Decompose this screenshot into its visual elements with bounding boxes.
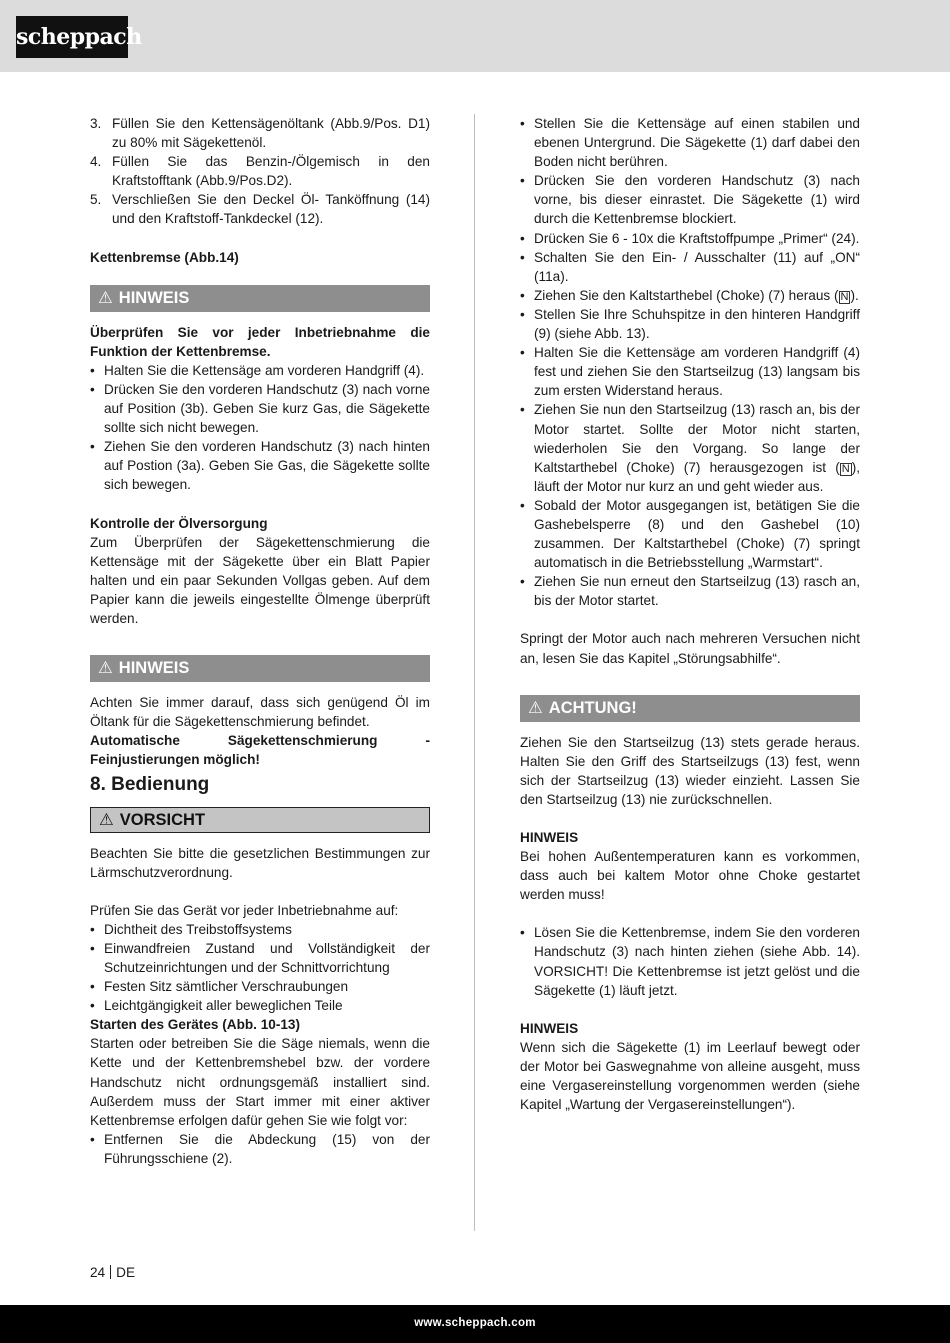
column-divider xyxy=(474,114,475,1231)
list-item: • Sobald der Motor ausgegangen ist, betätigen Sie die Gashebelsperre (8) und den Gashebel (10) zusammen. Der Kaltstarthebel (Choke) (7) springt automatisch in die Betriebsstellung „Warmstart“. xyxy=(520,497,860,571)
oel-heading: Kontrolle der Ölversorgung xyxy=(90,515,268,531)
fill-steps-list xyxy=(90,114,430,229)
right-column xyxy=(520,114,860,1114)
warning-icon: ⚠ xyxy=(98,288,113,307)
left-column xyxy=(90,114,430,1168)
list-item: • Ziehen Sie den Kaltstarthebel (Choke) (7) heraus ( N ). xyxy=(520,287,859,303)
list-item: • Einwandfreien Zustand und Vollständigkeit der Schutzeinrichtungen und der Schnittvorrichtung xyxy=(90,940,430,975)
pruefen-intro: Prüfen Sie das Gerät vor jeder Inbetriebnahme auf: xyxy=(90,902,399,918)
list-item: • Ziehen Sie den vorderen Handschutz (3) nach hinten auf Postion (3a). Geben Sie Gas, die Sägekette sollte sich bewegen. xyxy=(90,439,430,493)
footer-bar xyxy=(0,1305,950,1343)
hinweis-box: ⚠ HINWEIS xyxy=(90,655,430,682)
list-item: • Lösen Sie die Kettenbremse, indem Sie den vorderen Handschutz (3) nach hinten ziehen (siehe Abb. 14). VORSICHT! Die Kettenbremse ist jetzt gelöst und die Sägekette (1) läuft jetzt. xyxy=(520,925,860,998)
hinweis-heading: HINWEIS xyxy=(520,830,579,845)
list-item: • Leichtgängigkeit aller beweglichen Teile xyxy=(90,998,343,1014)
starten-text: Starten oder betreiben Sie die Säge niemals, wenn die Kette und der Kettenbremshebel bzw. der vordere Handschutz nicht ordnungsgemäß installiert sind. Außerdem muss der Start immer mit einer aktiver Kettenbremse erfolgen dafür gehen Sie wie folgt vor: xyxy=(90,1036,430,1128)
achtung-box: ⚠ ACHTUNG! xyxy=(520,695,860,722)
loesen-bullets xyxy=(520,923,860,999)
oel-text: Zum Überprüfen der Sägekettenschmierung die Kettensäge mit der Sägekette über ein Blatt Papier halten und ein paar Sekunden Vollgas geben. Auf dem Papier kann die jeweils eingestellte Ölmenge überprüft werden. xyxy=(90,534,430,626)
kettenbremse-bullets xyxy=(90,361,430,495)
warning-icon: ⚠ xyxy=(528,698,543,717)
list-item: • Dichtheit des Treibstoffsystems xyxy=(90,921,292,937)
list-item: 3. Füllen Sie den Kettensägenöltank (Abb.9/Pos. D1) zu 80% mit Sägekettenöl. xyxy=(90,116,430,151)
starten-bullets xyxy=(90,1130,430,1168)
achtung-text: Ziehen Sie den Startseilzug (13) stets gerade heraus. Halten Sie den Griff des Startseilzugs (13) fest, wenn sich der Startseilzug (13) wieder einzieht. Lassen Sie den Startseilzug (13) nie zurückschnellen. xyxy=(520,734,860,807)
list-item: • Festen Sitz sämtlicher Verschraubungen xyxy=(90,979,349,995)
section-title: 8. Bedienung xyxy=(90,774,210,796)
springt-text: Springt der Motor auch nach mehreren Versuchen nicht an, lesen Sie das Kapitel „Störungsabhilfe“. xyxy=(520,631,860,666)
scheppach-logo: scheppach xyxy=(16,16,128,58)
hinweis-box: ⚠ HINWEIS xyxy=(90,285,430,312)
warning-icon: ⚠ xyxy=(98,659,113,678)
starten-heading: Starten des Gerätes (Abb. 10-13) xyxy=(90,1017,301,1033)
header-bar xyxy=(0,0,950,72)
hinweis-text: Wenn sich die Sägekette (1) im Leerlauf bewegt oder der Motor bei Gaswegnahme von alleine ausgeht, muss eine Vergasereinstellung vorgenommen werden (siehe Kapitel „Wartung der Vergasereinstellungen“). xyxy=(520,1039,860,1113)
hinweis-bold-text: Überprüfen Sie vor jeder Inbetriebnahme die Funktion der Kettenbremse. xyxy=(90,324,430,359)
warning-icon: ⚠ xyxy=(99,810,114,829)
list-item: 5. Verschließen Sie den Deckel Öl- Tanköffnung (14) und den Kraftstoff-Tankdeckel (12). xyxy=(90,192,430,227)
list-item: • Drücken Sie den vorderen Handschutz (3) nach vorne, bis dieser einrastet. Die Sägekette (1) wird durch die Kettenbremse blockiert. xyxy=(520,173,860,227)
hinweis-bold-text: Automatische Sägekettenschmierung - Feinjustierungen möglich! xyxy=(90,733,430,768)
hinweis-text: Achten Sie immer darauf, dass sich genügend Öl im Öltank für die Sägekettenschmierung befindet. xyxy=(90,695,430,730)
list-item: • Drücken Sie 6 - 10x die Kraftstoffpumpe „Primer“ (24). xyxy=(520,230,860,246)
start-steps-bullets xyxy=(520,114,860,610)
list-item: • Drücken Sie den vorderen Handschutz (3) nach vorne auf Position (3b). Geben Sie kurz Gas, die Sägekette sollte sich nicht bewegen. xyxy=(90,381,430,436)
choke-icon: N xyxy=(841,462,850,475)
vorsicht-text: Beachten Sie bitte die gesetzlichen Bestimmungen zur Lärmschutzverordnung. xyxy=(90,845,430,880)
list-item: • Entfernen Sie die Abdeckung (15) von der Führungsschiene (2). xyxy=(90,1131,430,1166)
website-url: www.scheppach.com xyxy=(414,1317,536,1329)
hinweis-text: Bei hohen Außentemperaturen kann es vorkommen, dass auch bei kaltem Motor ohne Choke gestartet werden muss! xyxy=(520,849,860,903)
list-item: • Ziehen Sie nun erneut den Startseilzug (13) rasch an, bis der Motor startet. xyxy=(520,574,860,609)
hinweis-heading: HINWEIS xyxy=(520,1020,579,1036)
kettenbremse-heading: Kettenbremse (Abb.14) xyxy=(90,249,239,265)
list-item: • Stellen Sie die Kettensäge auf einen stabilen und ebenen Untergrund. Die Sägekette (1) darf dabei den Boden nicht berühren. xyxy=(520,116,860,170)
list-item: • Halten Sie die Kettensäge am vorderen Handgriff (4). xyxy=(90,362,425,378)
list-item: 4. Füllen Sie das Benzin-/Ölgemisch in den Kraftstofftank (Abb.9/Pos.D2). xyxy=(90,154,430,189)
pruefen-bullets xyxy=(90,920,430,1015)
list-item: • Schalten Sie den Ein- / Ausschalter (11) auf „ON“ (11a). xyxy=(520,249,860,284)
list-item: • Stellen Sie Ihre Schuhspitze in den hinteren Handgriff (9) (siehe Abb. 13). xyxy=(520,306,860,342)
choke-icon: N xyxy=(840,290,849,303)
list-item: • Ziehen Sie nun den Startseilzug (13) rasch an, bis der Motor startet. Sollte der Motor nicht starten, wiederholen Sie den Vorgang. So lange der Kaltstarthebel (Choke) (7) herausgezogen ist ( N ), läuft der Motor nur kurz an und geht wieder aus. xyxy=(520,402,860,494)
list-item: • Halten Sie die Kettensäge am vorderen Handgriff (4) fest und ziehen Sie den Startseilzug (13) langsam bis zum ersten Widerstand heraus. xyxy=(520,345,860,399)
page-number: 24 DE xyxy=(90,1265,136,1280)
vorsicht-box: ⚠ VORSICHT xyxy=(90,807,430,833)
